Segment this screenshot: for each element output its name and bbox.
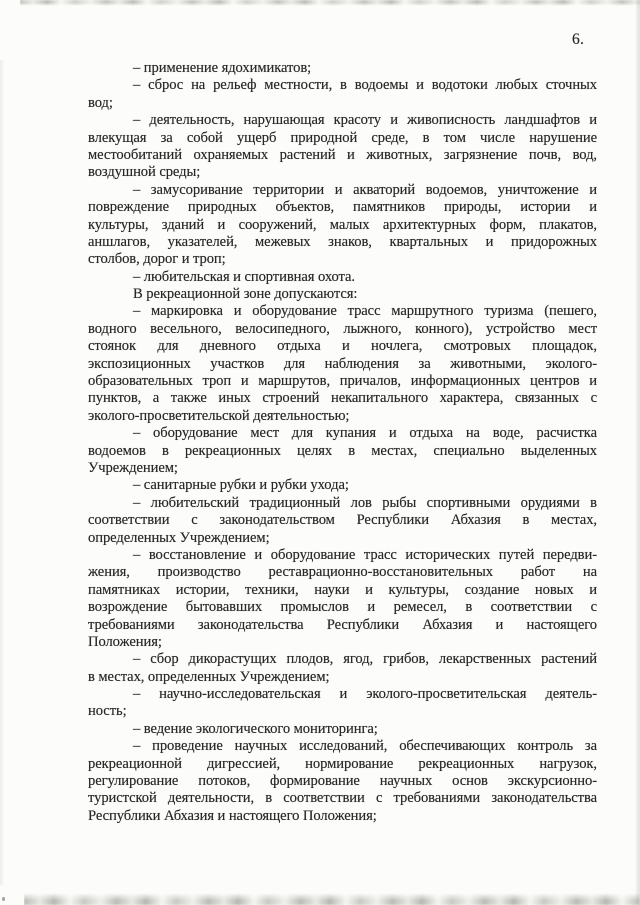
text-line: местообитаний охраняемых растений и животных, загрязнение почв, вод, [88,146,597,163]
text-line: – любительская и спортивная охота. [133,268,355,285]
text-line: культуры, зданий и сооружений, малых архитектурных форм, плакатов, [88,216,597,233]
text-line: воздушной среды; [88,164,201,181]
text-line: – ведение экологического мониторинга; [133,720,378,737]
text-line: в местах, определенных Учреждением; [88,668,330,685]
text-line: Положения; [88,633,162,650]
text-line: – санитарные рубки и рубки ухода; [133,477,349,494]
text-line: – восстановление и оборудование трасс исторических путей передви- [133,546,597,563]
text-line: – сброс на рельеф местности, в водоемы и водотоки любых сточных [133,77,597,94]
scan-streak-right [635,0,640,905]
text-line: водоемов в рекреационных целях в местах, специально выделенных [88,442,597,459]
text-line: – проведение научных исследований, обеспечивающих контроль за [133,738,597,755]
document-text [88,60,597,825]
text-line: – применение ядохимикатов; [133,60,312,76]
text-line: вод; [88,94,113,111]
text-line: – оборудование мест для купания и отдыха на воде, расчистка [133,425,597,442]
text-line: водного весельного, велосипедного, лыжного, конного), устройство мест [88,320,597,337]
scan-smudge-top [20,0,640,6]
text-line: Республики Абхазия и настоящего Положения; [88,807,377,824]
text-line: пунктов, а также иных строений некапитального характера, связанных с [88,390,597,407]
text-line: – научно-исследовательская и эколого-просветительская деятель- [133,686,597,703]
text-line: – маркировка и оборудование трасс маршрутного туризма (пешего, [133,303,597,320]
text-line: В рекреационной зоне допускаются: [133,286,358,303]
text-line: стоянок для дневного отдыха и ночлега, смотровых площадок, [88,338,597,355]
scan-streak-left [0,60,4,885]
text-line: требованиями законодательства Республики Абхазия и настоящего [88,616,597,633]
text-line: – деятельность, нарушающая красоту и живописность ландшафтов и [133,112,597,129]
text-line: экспозиционных участков для наблюдения за животными, эколого- [88,355,597,372]
text-line: аншлагов, указателей, межевых знаков, квартальных и придорожных [88,233,597,250]
text-line: повреждение природных объектов, памятников природы, истории и [88,199,597,216]
text-line: рекреационной дигрессией, нормирование рекреационных нагрузок, [88,755,597,772]
scan-smudge-bottom [24,893,640,905]
text-line: – любительский традиционный лов рыбы спортивными орудиями в [133,494,597,511]
text-line: ность; [88,703,127,720]
text-line: туристской деятельности, в соответствии с требованиями законодательства [88,790,597,807]
text-line: памятниках истории, техники, науки и культуры, создание новых и [88,581,597,598]
text-line: – замусоривание территории и акваторий водоемов, уничтожение и [133,181,597,198]
text-line: эколого-просветительской деятельностью; [88,407,350,424]
text-line: – сбор дикорастущих плодов, ягод, грибов, лекарственных растений [133,651,597,668]
text-line: определенных Учреждением; [88,529,270,546]
text-line: жения, производство реставрационно-восстановительных работ на [88,564,597,581]
text-line: соответствии с законодательством Республики Абхазия в местах, [88,512,597,529]
text-line: регулирование потоков, формирование научных основ экскурсионно- [88,773,597,790]
scan-dot [2,897,5,901]
page-number: 6. [572,31,585,48]
text-line: влекущая за собой ущерб природной среде, в том числе нарушение [88,129,597,146]
text-line: Учреждением; [88,459,178,476]
text-line: столбов, дорог и троп; [88,251,226,268]
text-line: возрождение бытовавших промыслов и ремесел, в соответствии с [88,599,597,616]
text-line: образовательных троп и маршрутов, причалов, информационных центров и [88,373,597,390]
